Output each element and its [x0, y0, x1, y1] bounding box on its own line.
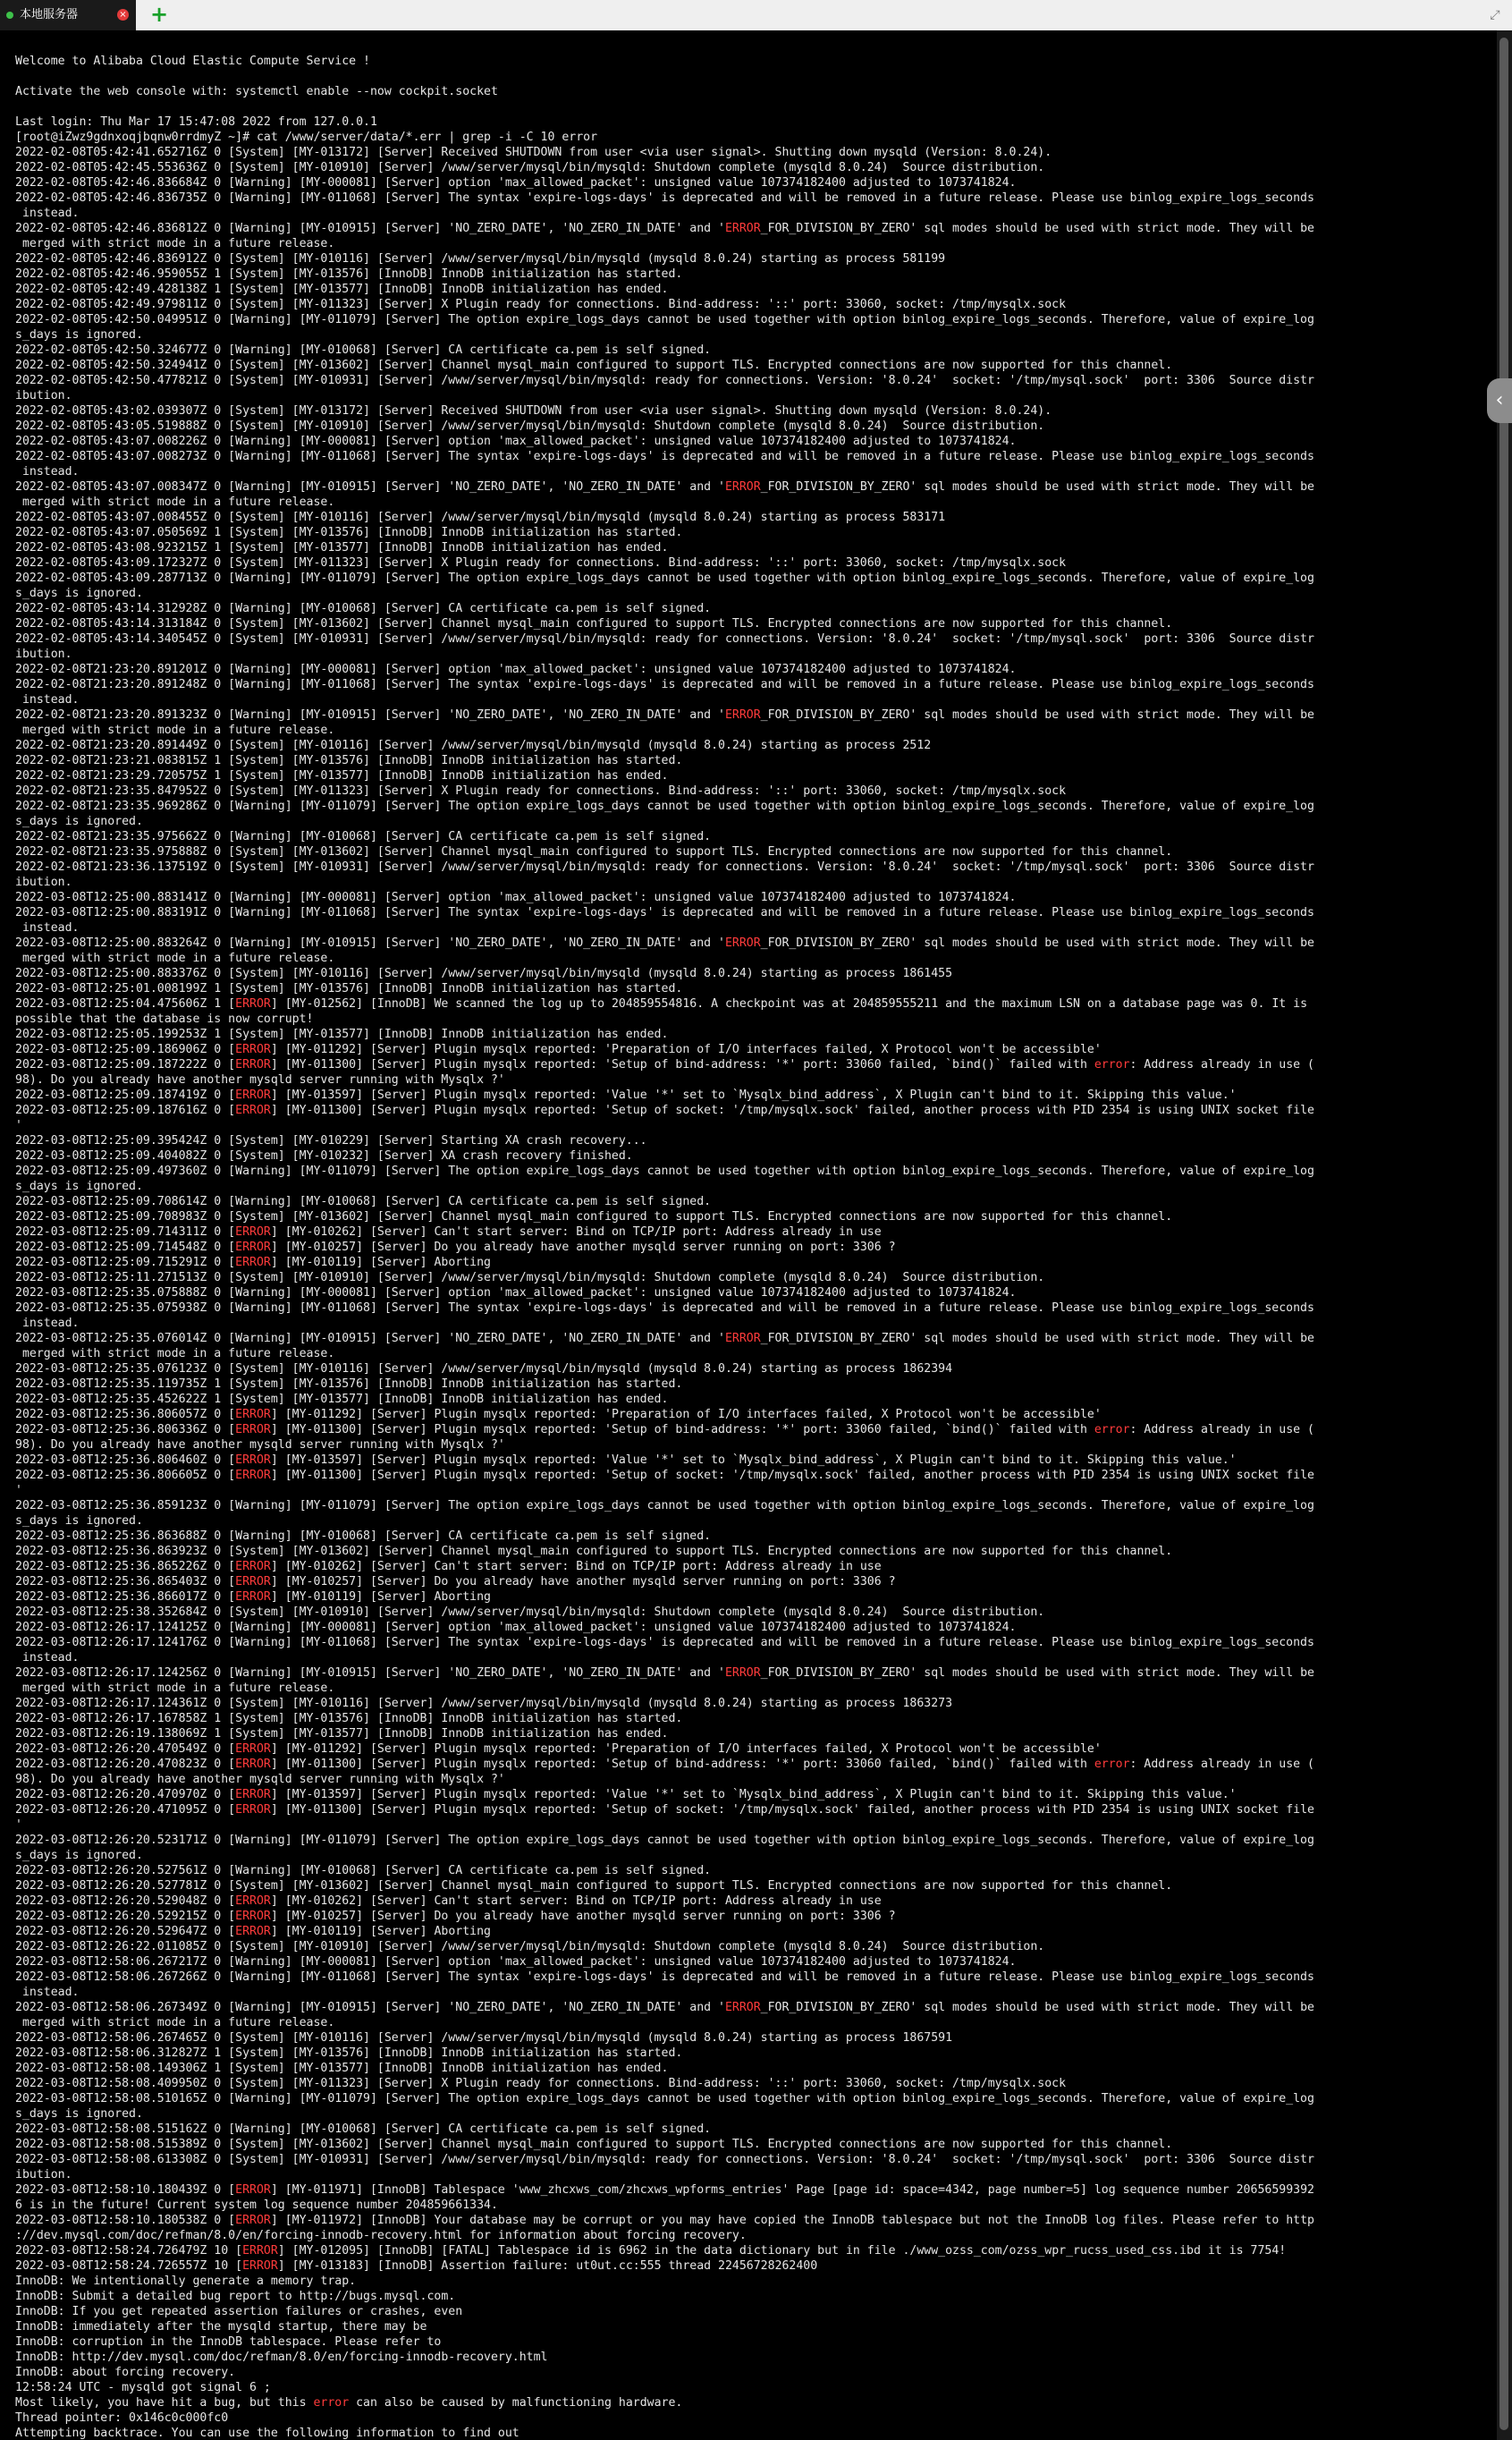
terminal-line: 2022-02-08T05:43:02.039307Z 0 [System] [MY-013172] [Server] Received SHUTDOWN from user <via user signal>. Shutting down mysqld (Version: 8.0.24). [15, 404, 1052, 418]
terminal-line: 2022-03-08T12:26:17.124176Z 0 [Warning] [MY-011068] [Server] The syntax 'expire-logs-days' is deprecated and will be removed in a future release. Please use binlog_expire_logs_seconds [15, 1636, 1314, 1649]
terminal-line: 2022-02-08T05:43:14.312928Z 0 [Warning] [MY-010068] [Server] CA certificate ca.pem is self signed. [15, 602, 712, 615]
terminal-line [15, 69, 1491, 84]
terminal-line: 2022-02-08T05:43:09.287713Z 0 [Warning] [MY-011079] [Server] The option expire_logs_days cannot be used together with option binlog_expire_logs_seconds. Therefore, value of expire_log [15, 572, 1314, 585]
terminal-line: 2022-03-08T12:26:20.529215Z 0 [ERROR] [MY-010257] [Server] Do you already have another mysqld server running on port: 3306 ? [15, 1910, 896, 1923]
terminal-line: 2022-03-08T12:25:36.865403Z 0 [ERROR] [MY-010257] [Server] Do you already have another mysqld server running on port: 3306 ? [15, 1575, 896, 1589]
error-keyword: ERROR [235, 1758, 271, 1771]
terminal-line: 2022-03-08T12:25:09.708983Z 0 [System] [MY-013602] [Server] Channel mysql_main configured to support TLS. Encrypted connections are now supported for this channel. [15, 1210, 1173, 1224]
error-keyword: ERROR [235, 1894, 271, 1908]
terminal-line: 2022-03-08T12:58:08.515162Z 0 [Warning] [MY-010068] [Server] CA certificate ca.pem is self signed. [15, 2122, 712, 2136]
terminal-line: instead. [15, 465, 80, 479]
terminal-line: 2022-03-08T12:26:20.527561Z 0 [Warning] [MY-010068] [Server] CA certificate ca.pem is self signed. [15, 1864, 712, 1877]
terminal-line: InnoDB: about forcing recovery. [15, 2366, 236, 2379]
close-tab-icon[interactable]: × [117, 9, 129, 21]
error-keyword: ERROR [235, 1575, 271, 1589]
terminal-line: 2022-03-08T12:25:01.008199Z 1 [System] [MY-013576] [InnoDB] InnoDB initialization has started. [15, 982, 683, 995]
terminal-line: 2022-03-08T12:58:06.267217Z 0 [Warning] [MY-000081] [Server] option 'max_allowed_packet': unsigned value 107374182400 adjusted to 1073741824. [15, 1955, 1017, 1969]
terminal-line: 2022-03-08T12:25:35.076123Z 0 [System] [MY-010116] [Server] /www/server/mysql/bin/mysqld (mysqld 8.0.24) starting as process 1862394 [15, 1362, 953, 1376]
terminal-line: 2022-03-08T12:58:08.149306Z 1 [System] [MY-013577] [InnoDB] InnoDB initialization has ended. [15, 2062, 669, 2075]
terminal-line: ://dev.mysql.com/doc/refman/8.0/en/forcing-innodb-recovery.html for information about forcing recovery. [15, 2229, 747, 2242]
terminal-line: Thread pointer: 0x146c0c000fc0 [15, 2411, 229, 2425]
terminal-line: 2022-03-08T12:25:09.404082Z 0 [System] [MY-010232] [Server] XA crash recovery finished. [15, 1149, 633, 1163]
terminal-line: s_days is ignored. [15, 1849, 143, 1862]
terminal-line: 2022-02-08T05:42:50.049951Z 0 [Warning] [MY-011079] [Server] The option expire_logs_days cannot be used together with option binlog_expire_logs_seconds. Therefore, value of expire_log [15, 313, 1314, 326]
terminal-line: 2022-03-08T12:25:05.199253Z 1 [System] [MY-013577] [InnoDB] InnoDB initialization has ended. [15, 1028, 669, 1041]
terminal-line: 2022-03-08T12:25:00.883141Z 0 [Warning] [MY-000081] [Server] option 'max_allowed_packet': unsigned value 107374182400 adjusted to 1073741824. [15, 891, 1017, 904]
error-keyword: error [1094, 1758, 1130, 1771]
error-keyword: ERROR [724, 480, 761, 494]
error-keyword: error [1094, 1423, 1130, 1436]
terminal-line: 2022-03-08T12:25:36.806336Z 0 [ERROR] [MY-011300] [Server] Plugin mysqlx reported: 'Setup of bind-address: '*' port: 33060 failed, `bind()` failed with error: Address already in use ( [15, 1423, 1314, 1436]
terminal-line: 2022-02-08T05:43:14.313184Z 0 [System] [MY-013602] [Server] Channel mysql_main configured to support TLS. Encrypted connections are now supported for this channel. [15, 617, 1173, 631]
terminal-line: 2022-02-08T21:23:20.891248Z 0 [Warning] [MY-011068] [Server] The syntax 'expire-logs-days' is deprecated and will be removed in a future release. Please use binlog_expire_logs_seconds [15, 678, 1314, 691]
terminal-line: 12:58:24 UTC - mysqld got signal 6 ; [15, 2381, 271, 2394]
tab-label: 本地服务器 [20, 8, 79, 21]
terminal-line: 2022-02-08T05:42:41.652716Z 0 [System] [MY-013172] [Server] Received SHUTDOWN from user <via user signal>. Shutting down mysqld (Version: 8.0.24). [15, 146, 1052, 159]
terminal-line: 2022-03-08T12:58:08.409950Z 0 [System] [MY-011323] [Server] X Plugin ready for connections. Bind-address: '::' port: 33060, socket: /tmp/mysqlx.sock [15, 2077, 1067, 2090]
error-keyword: ERROR [235, 1742, 271, 1756]
terminal-line: 2022-02-08T05:43:07.008273Z 0 [Warning] [MY-011068] [Server] The syntax 'expire-logs-days' is deprecated and will be removed in a future release. Please use binlog_expire_logs_seconds [15, 450, 1314, 463]
terminal-line: 2022-03-08T12:25:35.119735Z 1 [System] [MY-013576] [InnoDB] InnoDB initialization has started. [15, 1377, 683, 1391]
terminal-line: 2022-02-08T21:23:36.137519Z 0 [System] [MY-010931] [Server] /www/server/mysql/bin/mysqld: ready for connections. Version: '8.0.24' socket: '/tmp/mysql.sock' port: 3306 Source distr [15, 860, 1314, 874]
terminal-line: 2022-03-08T12:26:20.529647Z 0 [ERROR] [MY-010119] [Server] Aborting [15, 1925, 491, 1938]
terminal-line: 2022-02-08T05:42:46.959055Z 1 [System] [MY-013576] [InnoDB] InnoDB initialization has started. [15, 267, 683, 281]
terminal-line: s_days is ignored. [15, 2107, 143, 2121]
terminal-line: 2022-03-08T12:25:36.866017Z 0 [ERROR] [MY-010119] [Server] Aborting [15, 1590, 491, 1604]
terminal-line: 2022-03-08T12:58:06.312827Z 1 [System] [MY-013576] [InnoDB] InnoDB initialization has started. [15, 2046, 683, 2060]
terminal-line: instead. [15, 921, 80, 935]
terminal-line: 2022-03-08T12:58:08.613308Z 0 [System] [MY-010931] [Server] /www/server/mysql/bin/mysqld: ready for connections. Version: '8.0.24' socket: '/tmp/mysql.sock' port: 3306 Source distr [15, 2153, 1314, 2166]
side-panel-toggle[interactable] [1487, 378, 1512, 423]
terminal-line: instead. [15, 207, 80, 220]
terminal-line: 2022-02-08T05:43:05.519888Z 0 [System] [MY-010910] [Server] /www/server/mysql/bin/mysqld: Shutdown complete (mysqld 8.0.24) Source distribution. [15, 419, 1045, 433]
terminal-line: [root@iZwz9gdnxoqjbqnw0rrdmyZ ~]# cat /www/server/data/*.err | grep -i -C 10 error [15, 131, 598, 144]
terminal-line: 2022-03-08T12:58:08.510165Z 0 [Warning] [MY-011079] [Server] The option expire_logs_days cannot be used together with option binlog_expire_logs_seconds. Therefore, value of expire_log [15, 2092, 1314, 2105]
terminal-line: 2022-03-08T12:58:06.267465Z 0 [System] [MY-010116] [Server] /www/server/mysql/bin/mysqld (mysqld 8.0.24) starting as process 1867591 [15, 2031, 953, 2045]
terminal-line: ' [15, 1119, 22, 1132]
error-keyword: ERROR [235, 1910, 271, 1923]
fullscreen-icon[interactable]: ⤢ [1490, 8, 1500, 22]
error-keyword: ERROR [235, 1241, 271, 1254]
terminal-line: 2022-02-08T05:42:46.836912Z 0 [System] [MY-010116] [Server] /www/server/mysql/bin/mysqld (mysqld 8.0.24) starting as process 581199 [15, 252, 946, 266]
terminal-line: ' [15, 1818, 22, 1832]
terminal-line: 98). Do you already have another mysqld server running with Mysqlx ?' [15, 1073, 505, 1087]
terminal-line: 2022-03-08T12:26:20.470823Z 0 [ERROR] [MY-011300] [Server] Plugin mysqlx reported: 'Setup of bind-address: '*' port: 33060 failed, `bind()` failed with error: Address already in use ( [15, 1758, 1314, 1771]
terminal-line: ibution. [15, 2168, 72, 2182]
terminal-line: Most likely, you have hit a bug, but this error can also be caused by malfunctioning hardware. [15, 2396, 683, 2410]
terminal-line: 2022-03-08T12:25:36.865226Z 0 [ERROR] [MY-010262] [Server] Can't start server: Bind on TCP/IP port: Address already in use [15, 1560, 882, 1573]
terminal-line: 2022-03-08T12:25:09.714548Z 0 [ERROR] [MY-010257] [Server] Do you already have another mysqld server running on port: 3306 ? [15, 1241, 896, 1254]
terminal-line: 2022-03-08T12:25:35.075888Z 0 [Warning] [MY-000081] [Server] option 'max_allowed_packet': unsigned value 107374182400 adjusted to 1073741824. [15, 1286, 1017, 1300]
terminal-line: 2022-03-08T12:25:00.883191Z 0 [Warning] [MY-011068] [Server] The syntax 'expire-logs-days' is deprecated and will be removed in a future release. Please use binlog_expire_logs_seconds [15, 906, 1314, 919]
terminal-line: 2022-03-08T12:25:35.075938Z 0 [Warning] [MY-011068] [Server] The syntax 'expire-logs-days' is deprecated and will be removed in a future release. Please use binlog_expire_logs_seconds [15, 1301, 1314, 1315]
error-keyword: ERROR [724, 1666, 761, 1680]
terminal-text [15, 54, 1491, 2440]
terminal-line: 2022-03-08T12:26:17.124256Z 0 [Warning] [MY-010915] [Server] 'NO_ZERO_DATE', 'NO_ZERO_IN_DATE' and 'ERROR_FOR_DIVISION_BY_ZERO' sql modes should be used with strict mode. They will be [15, 1666, 1314, 1680]
tab-local-server[interactable] [0, 0, 136, 30]
terminal-line: 2022-02-08T21:23:20.891449Z 0 [System] [MY-010116] [Server] /www/server/mysql/bin/mysqld (mysqld 8.0.24) starting as process 2512 [15, 739, 932, 752]
terminal-output[interactable] [0, 30, 1497, 2440]
error-keyword: ERROR [724, 222, 761, 235]
error-keyword: ERROR [235, 1225, 271, 1239]
terminal-line: instead. [15, 693, 80, 707]
error-keyword: ERROR [235, 2183, 271, 2197]
terminal-line: ibution. [15, 648, 72, 661]
terminal-line: Activate the web console with: systemctl enable --now cockpit.socket [15, 85, 498, 98]
terminal-line: 2022-03-08T12:25:04.475606Z 1 [ERROR] [MY-012562] [InnoDB] We scanned the log up to 204859554816. A checkpoint was at 204859555211 and the maximum LSN on a database page was 0. It is [15, 997, 1308, 1011]
terminal-line: 2022-03-08T12:25:36.863923Z 0 [System] [MY-013602] [Server] Channel mysql_main configured to support TLS. Encrypted connections are now supported for this channel. [15, 1545, 1173, 1558]
terminal-line: merged with strict mode in a future release. [15, 1682, 335, 1695]
terminal-line: 2022-03-08T12:25:11.271513Z 0 [System] [MY-010910] [Server] /www/server/mysql/bin/mysqld: Shutdown complete (mysqld 8.0.24) Source distribution. [15, 1271, 1045, 1284]
terminal-line: 2022-02-08T05:42:46.836812Z 0 [Warning] [MY-010915] [Server] 'NO_ZERO_DATE', 'NO_ZERO_IN_DATE' and 'ERROR_FOR_DIVISION_BY_ZERO' sql modes should be used with strict mode. They will be [15, 222, 1314, 235]
error-keyword: ERROR [235, 997, 271, 1011]
terminal-line: 2022-03-08T12:25:36.806460Z 0 [ERROR] [MY-013597] [Server] Plugin mysqlx reported: 'Value '*' set to `Mysqlx_bind_address`, X Plugin can't bind to it. Skipping this value.' [15, 1453, 1237, 1467]
terminal-line: 2022-03-08T12:25:09.187616Z 0 [ERROR] [MY-011300] [Server] Plugin mysqlx reported: 'Setup of socket: '/tmp/mysqlx.sock' failed, another process with PID 2354 is using UNIX socket file [15, 1104, 1314, 1117]
terminal-line: InnoDB: If you get repeated assertion failures or crashes, even [15, 2305, 463, 2318]
terminal-line: 98). Do you already have another mysqld server running with Mysqlx ?' [15, 1773, 505, 1786]
terminal-line: 2022-03-08T12:25:00.883264Z 0 [Warning] [MY-010915] [Server] 'NO_ZERO_DATE', 'NO_ZERO_IN_DATE' and 'ERROR_FOR_DIVISION_BY_ZERO' sql modes should be used with strict mode. They will be [15, 936, 1314, 950]
terminal-line: instead. [15, 1317, 80, 1330]
terminal-line: 2022-02-08T05:42:50.477821Z 0 [System] [MY-010931] [Server] /www/server/mysql/bin/mysqld: ready for connections. Version: '8.0.24' socket: '/tmp/mysql.sock' port: 3306 Source distr [15, 374, 1314, 387]
terminal-line: 2022-03-08T12:26:17.124361Z 0 [System] [MY-010116] [Server] /www/server/mysql/bin/mysqld (mysqld 8.0.24) starting as process 1863273 [15, 1697, 953, 1710]
terminal-line: s_days is ignored. [15, 1180, 143, 1193]
terminal-line: possible that the database is now corrupt! [15, 1012, 314, 1026]
terminal-line: 2022-03-08T12:26:17.167858Z 1 [System] [MY-013576] [InnoDB] InnoDB initialization has started. [15, 1712, 683, 1725]
terminal-line: 2022-03-08T12:26:19.138069Z 1 [System] [MY-013577] [InnoDB] InnoDB initialization has ended. [15, 1727, 669, 1741]
terminal-line: 2022-03-08T12:26:17.124125Z 0 [Warning] [MY-000081] [Server] option 'max_allowed_packet': unsigned value 107374182400 adjusted to 1073741824. [15, 1621, 1017, 1634]
terminal-line: 2022-03-08T12:25:09.708614Z 0 [Warning] [MY-010068] [Server] CA certificate ca.pem is self signed. [15, 1195, 712, 1208]
error-keyword: ERROR [235, 1590, 271, 1604]
error-keyword: ERROR [724, 2001, 761, 2014]
terminal-line: 2022-02-08T05:42:45.553636Z 0 [System] [MY-010910] [Server] /www/server/mysql/bin/mysqld: Shutdown complete (mysqld 8.0.24) Source distribution. [15, 161, 1045, 174]
error-keyword: error [313, 2396, 350, 2410]
terminal-line: 2022-03-08T12:25:00.883376Z 0 [System] [MY-010116] [Server] /www/server/mysql/bin/mysqld (mysqld 8.0.24) starting as process 1861455 [15, 967, 953, 980]
terminal-line: 2022-03-08T12:26:20.523171Z 0 [Warning] [MY-011079] [Server] The option expire_logs_days cannot be used together with option binlog_expire_logs_seconds. Therefore, value of expire_log [15, 1834, 1314, 1847]
terminal-line: 2022-02-08T05:42:49.979811Z 0 [System] [MY-011323] [Server] X Plugin ready for connections. Bind-address: '::' port: 33060, socket: /tmp/mysqlx.sock [15, 298, 1067, 311]
terminal-line: 2022-02-08T05:43:07.008455Z 0 [System] [MY-010116] [Server] /www/server/mysql/bin/mysqld (mysqld 8.0.24) starting as process 583171 [15, 511, 946, 524]
terminal-line: s_days is ignored. [15, 815, 143, 828]
terminal-line: 2022-02-08T21:23:20.891323Z 0 [Warning] [MY-010915] [Server] 'NO_ZERO_DATE', 'NO_ZERO_IN_DATE' and 'ERROR_FOR_DIVISION_BY_ZERO' sql modes should be used with strict mode. They will be [15, 708, 1314, 722]
error-keyword: ERROR [724, 936, 761, 950]
terminal-line: 2022-03-08T12:25:09.187419Z 0 [ERROR] [MY-013597] [Server] Plugin mysqlx reported: 'Value '*' set to `Mysqlx_bind_address`, X Plugin can't bind to it. Skipping this value.' [15, 1089, 1237, 1102]
terminal-line: 2022-03-08T12:25:35.076014Z 0 [Warning] [MY-010915] [Server] 'NO_ZERO_DATE', 'NO_ZERO_IN_DATE' and 'ERROR_FOR_DIVISION_BY_ZERO' sql modes should be used with strict mode. They will be [15, 1332, 1314, 1345]
terminal-line: s_days is ignored. [15, 328, 143, 342]
terminal-line: 2022-02-08T05:43:07.008226Z 0 [Warning] [MY-000081] [Server] option 'max_allowed_packet': unsigned value 107374182400 adjusted to 1073741824. [15, 435, 1017, 448]
error-keyword: ERROR [235, 1043, 271, 1056]
terminal-line: ibution. [15, 389, 72, 402]
terminal-line: 2022-03-08T12:25:09.187222Z 0 [ERROR] [MY-011300] [Server] Plugin mysqlx reported: 'Setup of bind-address: '*' port: 33060 failed, `bind()` failed with error: Address already in use ( [15, 1058, 1314, 1072]
error-keyword: ERROR [235, 1408, 271, 1421]
error-keyword: ERROR [235, 1089, 271, 1102]
terminal-line: 2022-02-08T05:43:14.340545Z 0 [System] [MY-010931] [Server] /www/server/mysql/bin/mysqld: ready for connections. Version: '8.0.24' socket: '/tmp/mysql.sock' port: 3306 Source distr [15, 632, 1314, 646]
terminal-line: 2022-03-08T12:25:36.863688Z 0 [Warning] [MY-010068] [Server] CA certificate ca.pem is self signed. [15, 1529, 712, 1543]
terminal-line: 2022-02-08T05:42:46.836735Z 0 [Warning] [MY-011068] [Server] The syntax 'expire-logs-days' is deprecated and will be removed in a future release. Please use binlog_expire_logs_seconds [15, 191, 1314, 205]
terminal-line: 2022-02-08T05:42:46.836684Z 0 [Warning] [MY-000081] [Server] option 'max_allowed_packet': unsigned value 107374182400 adjusted to 1073741824. [15, 176, 1017, 190]
terminal-line: merged with strict mode in a future release. [15, 952, 335, 965]
terminal-line: InnoDB: http://dev.mysql.com/doc/refman/8.0/en/forcing-innodb-recovery.html [15, 2351, 548, 2364]
terminal-line: 2022-03-08T12:58:24.726557Z 10 [ERROR] [MY-013183] [InnoDB] Assertion failure: ut0ut.cc:555 thread 22456728262400 [15, 2259, 818, 2273]
tab-bar [0, 0, 1512, 31]
terminal-line: 2022-03-08T12:25:36.806057Z 0 [ERROR] [MY-011292] [Server] Plugin mysqlx reported: 'Preparation of I/O interfaces failed, X Protocol won't be accessible' [15, 1408, 1102, 1421]
error-keyword: ERROR [235, 1256, 271, 1269]
terminal-line: merged with strict mode in a future release. [15, 496, 335, 509]
terminal-line: instead. [15, 1986, 80, 1999]
terminal-line: merged with strict mode in a future release. [15, 237, 335, 250]
terminal-line: InnoDB: Submit a detailed bug report to http://bugs.mysql.com. [15, 2290, 456, 2303]
terminal-line: 2022-03-08T12:26:20.470549Z 0 [ERROR] [MY-011292] [Server] Plugin mysqlx reported: 'Preparation of I/O interfaces failed, X Protocol won't be accessible' [15, 1742, 1102, 1756]
terminal-line: 2022-02-08T05:43:09.172327Z 0 [System] [MY-011323] [Server] X Plugin ready for connections. Bind-address: '::' port: 33060, socket: /tmp/mysqlx.sock [15, 556, 1067, 570]
terminal-line: ibution. [15, 876, 72, 889]
terminal-line: 2022-03-08T12:58:06.267349Z 0 [Warning] [MY-010915] [Server] 'NO_ZERO_DATE', 'NO_ZERO_IN_DATE' and 'ERROR_FOR_DIVISION_BY_ZERO' sql modes should be used with strict mode. They will be [15, 2001, 1314, 2014]
terminal-line: merged with strict mode in a future release. [15, 2016, 335, 2029]
error-keyword: ERROR [235, 2214, 271, 2227]
error-keyword: ERROR [235, 1788, 271, 1801]
error-keyword: ERROR [235, 1925, 271, 1938]
error-keyword: error [1094, 1058, 1130, 1072]
add-tab-icon[interactable]: + [149, 2, 169, 27]
terminal-line: merged with strict mode in a future release. [15, 724, 335, 737]
terminal-line: s_days is ignored. [15, 587, 143, 600]
terminal-line: merged with strict mode in a future release. [15, 1347, 335, 1360]
terminal-line: 2022-02-08T05:42:50.324677Z 0 [Warning] [MY-010068] [Server] CA certificate ca.pem is self signed. [15, 343, 712, 357]
terminal-line: 2022-02-08T21:23:35.969286Z 0 [Warning] [MY-011079] [Server] The option expire_logs_days cannot be used together with option binlog_expire_logs_seconds. Therefore, value of expire_log [15, 800, 1314, 813]
terminal-line: InnoDB: We intentionally generate a memory trap. [15, 2275, 357, 2288]
chevron-left-icon: ‹ [1495, 389, 1504, 411]
terminal-line: 2022-03-08T12:58:24.726479Z 10 [ERROR] [MY-012095] [InnoDB] [FATAL] Tablespace id is 6962 in the data dictionary but in file ./www_ozss_com/ozss_wpr_rucss_used_css.ibd it is 7754! [15, 2244, 1287, 2258]
error-keyword: ERROR [235, 1469, 271, 1482]
terminal-line: 2022-03-08T12:26:20.527781Z 0 [System] [MY-013602] [Server] Channel mysql_main configured to support TLS. Encrypted connections are now supported for this channel. [15, 1879, 1173, 1893]
terminal-line: 2022-03-08T12:26:20.470970Z 0 [ERROR] [MY-013597] [Server] Plugin mysqlx reported: 'Value '*' set to `Mysqlx_bind_address`, X Plugin can't bind to it. Skipping this value.' [15, 1788, 1237, 1801]
terminal-line [15, 99, 1491, 114]
error-keyword: ERROR [235, 1423, 271, 1436]
terminal-line: 2022-03-08T12:58:10.180538Z 0 [ERROR] [MY-011972] [InnoDB] Your database may be corrupt or you may have copied the InnoDB tablespace but not the InnoDB log files. Please refer to http [15, 2214, 1314, 2227]
terminal-line: 2022-03-08T12:25:38.352684Z 0 [System] [MY-010910] [Server] /www/server/mysql/bin/mysqld: Shutdown complete (mysqld 8.0.24) Source distribution. [15, 1605, 1045, 1619]
terminal-line: 2022-03-08T12:58:06.267266Z 0 [Warning] [MY-011068] [Server] The syntax 'expire-logs-days' is deprecated and will be removed in a future release. Please use binlog_expire_logs_seconds [15, 1970, 1314, 1984]
terminal-line: 2022-02-08T21:23:35.847952Z 0 [System] [MY-011323] [Server] X Plugin ready for connections. Bind-address: '::' port: 33060, socket: /tmp/mysqlx.sock [15, 784, 1067, 798]
terminal-line: 2022-03-08T12:25:09.186906Z 0 [ERROR] [MY-011292] [Server] Plugin mysqlx reported: 'Preparation of I/O interfaces failed, X Protocol won't be accessible' [15, 1043, 1102, 1056]
error-keyword: ERROR [235, 1453, 271, 1467]
error-keyword: ERROR [724, 708, 761, 722]
terminal-line: 2022-03-08T12:26:20.529048Z 0 [ERROR] [MY-010262] [Server] Can't start server: Bind on TCP/IP port: Address already in use [15, 1894, 882, 1908]
terminal-line: 2022-02-08T21:23:35.975662Z 0 [Warning] [MY-010068] [Server] CA certificate ca.pem is self signed. [15, 830, 712, 843]
error-keyword: ERROR [724, 1332, 761, 1345]
error-keyword: ERROR [235, 1803, 271, 1817]
error-keyword: ERROR [242, 2244, 278, 2258]
terminal-line: 2022-02-08T21:23:20.891201Z 0 [Warning] [MY-000081] [Server] option 'max_allowed_packet': unsigned value 107374182400 adjusted to 1073741824. [15, 663, 1017, 676]
error-keyword: ERROR [235, 1560, 271, 1573]
terminal-line: 2022-03-08T12:25:09.497360Z 0 [Warning] [MY-011079] [Server] The option expire_logs_days cannot be used together with option binlog_expire_logs_seconds. Therefore, value of expire_log [15, 1165, 1314, 1178]
terminal-line: 2022-03-08T12:25:09.714311Z 0 [ERROR] [MY-010262] [Server] Can't start server: Bind on TCP/IP port: Address already in use [15, 1225, 882, 1239]
terminal-line: ' [15, 1484, 22, 1497]
terminal-line: 2022-03-08T12:26:20.471095Z 0 [ERROR] [MY-011300] [Server] Plugin mysqlx reported: 'Setup of socket: '/tmp/mysqlx.sock' failed, another process with PID 2354 is using UNIX socket file [15, 1803, 1314, 1817]
terminal-line: 2022-02-08T05:42:49.428138Z 1 [System] [MY-013577] [InnoDB] InnoDB initialization has ended. [15, 283, 669, 296]
connection-status-icon [6, 12, 13, 19]
terminal-line: 98). Do you already have another mysqld server running with Mysqlx ?' [15, 1438, 505, 1452]
terminal-line: 2022-02-08T21:23:29.720575Z 1 [System] [MY-013577] [InnoDB] InnoDB initialization has ended. [15, 769, 669, 783]
terminal-line: s_days is ignored. [15, 1514, 143, 1528]
terminal-line: 6 is in the future! Current system log sequence number 204859661334. [15, 2199, 498, 2212]
terminal-line: Last login: Thu Mar 17 15:47:08 2022 from 127.0.0.1 [15, 115, 377, 129]
terminal-line: 2022-02-08T05:43:07.050569Z 1 [System] [MY-013576] [InnoDB] InnoDB initialization has started. [15, 526, 683, 539]
terminal-line: 2022-02-08T21:23:21.083815Z 1 [System] [MY-013576] [InnoDB] InnoDB initialization has started. [15, 754, 683, 767]
terminal-line: 2022-03-08T12:25:09.395424Z 0 [System] [MY-010229] [Server] Starting XA crash recovery... [15, 1134, 647, 1148]
terminal-line: 2022-03-08T12:26:22.011085Z 0 [System] [MY-010910] [Server] /www/server/mysql/bin/mysqld: Shutdown complete (mysqld 8.0.24) Source distribution. [15, 1940, 1045, 1953]
terminal-line: Attempting backtrace. You can use the following information to find out [15, 2427, 519, 2440]
terminal-line: 2022-02-08T05:43:07.008347Z 0 [Warning] [MY-010915] [Server] 'NO_ZERO_DATE', 'NO_ZERO_IN_DATE' and 'ERROR_FOR_DIVISION_BY_ZERO' sql modes should be used with strict mode. They will be [15, 480, 1314, 494]
terminal-line: 2022-03-08T12:25:09.715291Z 0 [ERROR] [MY-010119] [Server] Aborting [15, 1256, 491, 1269]
terminal-line: 2022-02-08T05:43:08.923215Z 1 [System] [MY-013577] [InnoDB] InnoDB initialization has ended. [15, 541, 669, 555]
terminal-line: 2022-03-08T12:25:36.806605Z 0 [ERROR] [MY-011300] [Server] Plugin mysqlx reported: 'Setup of socket: '/tmp/mysqlx.sock' failed, another process with PID 2354 is using UNIX socket file [15, 1469, 1314, 1482]
terminal-line: 2022-03-08T12:58:10.180439Z 0 [ERROR] [MY-011971] [InnoDB] Tablespace 'www_zhcxws_com/zhcxws_wpforms_entries' Page [page id: space=4342, page number=5] log sequence number 20656599392 [15, 2183, 1314, 2197]
error-keyword: ERROR [235, 1104, 271, 1117]
terminal-line: InnoDB: immediately after the mysqld startup, there may be [15, 2320, 427, 2334]
error-keyword: ERROR [242, 2259, 278, 2273]
terminal-line: 2022-03-08T12:25:36.859123Z 0 [Warning] [MY-011079] [Server] The option expire_logs_days cannot be used together with option binlog_expire_logs_seconds. Therefore, value of expire_log [15, 1499, 1314, 1512]
error-keyword: ERROR [235, 1058, 271, 1072]
terminal-line: 2022-03-08T12:25:35.452622Z 1 [System] [MY-013577] [InnoDB] InnoDB initialization has ended. [15, 1393, 669, 1406]
terminal-line: 2022-02-08T21:23:35.975888Z 0 [System] [MY-013602] [Server] Channel mysql_main configured to support TLS. Encrypted connections are now supported for this channel. [15, 845, 1173, 859]
terminal-line: 2022-02-08T05:42:50.324941Z 0 [System] [MY-013602] [Server] Channel mysql_main configured to support TLS. Encrypted connections are now supported for this channel. [15, 359, 1173, 372]
terminal-line: InnoDB: corruption in the InnoDB tablespace. Please refer to [15, 2335, 442, 2349]
terminal-line: instead. [15, 1651, 80, 1665]
terminal-line: Welcome to Alibaba Cloud Elastic Compute Service ! [15, 55, 370, 68]
terminal-line: 2022-03-08T12:58:08.515389Z 0 [System] [MY-013602] [Server] Channel mysql_main configured to support TLS. Encrypted connections are now supported for this channel. [15, 2138, 1173, 2151]
